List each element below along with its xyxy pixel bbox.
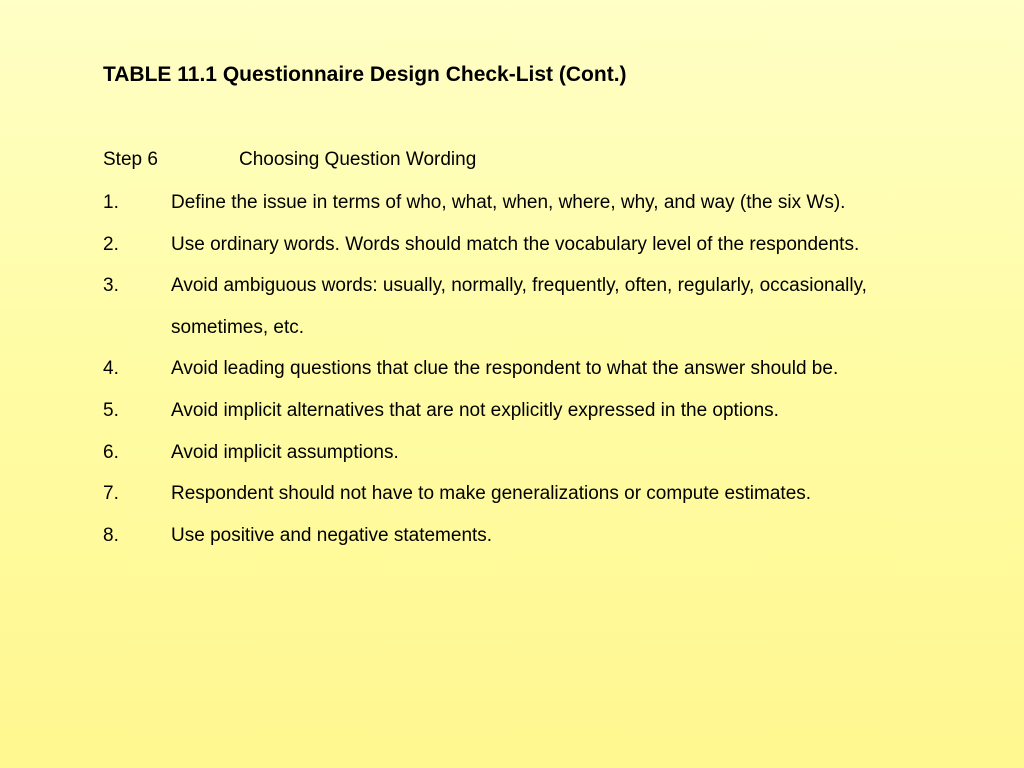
checklist-item — [103, 224, 943, 266]
item-number: 8. — [103, 524, 119, 546]
item-number: 3. — [103, 275, 119, 297]
item-text: Avoid implicit assumptions. — [171, 441, 399, 463]
step-label: Step 6 — [103, 149, 158, 170]
item-text: Use ordinary words. Words should match the vocabulary level of the respondents. — [171, 233, 860, 255]
item-text: Avoid implicit alternatives that are not explicitly expressed in the options. — [171, 399, 779, 421]
item-text: Avoid ambiguous words: usually, normally, frequently, often, regularly, occasionally, sometimes, etc. — [171, 275, 867, 338]
checklist-item — [103, 265, 943, 348]
checklist — [103, 182, 943, 556]
checklist-item — [103, 182, 943, 224]
item-number: 2. — [103, 233, 119, 255]
checklist-item — [103, 515, 943, 557]
item-number: 4. — [103, 358, 119, 380]
item-number: 5. — [103, 399, 119, 421]
step-header — [103, 141, 943, 179]
item-number: 7. — [103, 483, 119, 505]
checklist-item — [103, 432, 943, 474]
item-number: 1. — [103, 192, 119, 213]
slide-content — [103, 58, 943, 556]
step-heading: Choosing Question Wording — [239, 149, 477, 170]
item-text: Avoid leading questions that clue the respondent to what the answer should be. — [171, 358, 839, 380]
checklist-item — [103, 473, 943, 515]
table-title: TABLE 11.1 Questionnaire Design Check-List (Cont.) — [103, 63, 627, 86]
item-text: Respondent should not have to make generalizations or compute estimates. — [171, 483, 812, 505]
item-text: Define the issue in terms of who, what, when, where, why, and way (the six Ws). — [171, 192, 846, 213]
checklist-item — [103, 348, 943, 390]
item-number: 6. — [103, 441, 119, 463]
item-text: Use positive and negative statements. — [171, 524, 493, 546]
checklist-item — [103, 390, 943, 432]
